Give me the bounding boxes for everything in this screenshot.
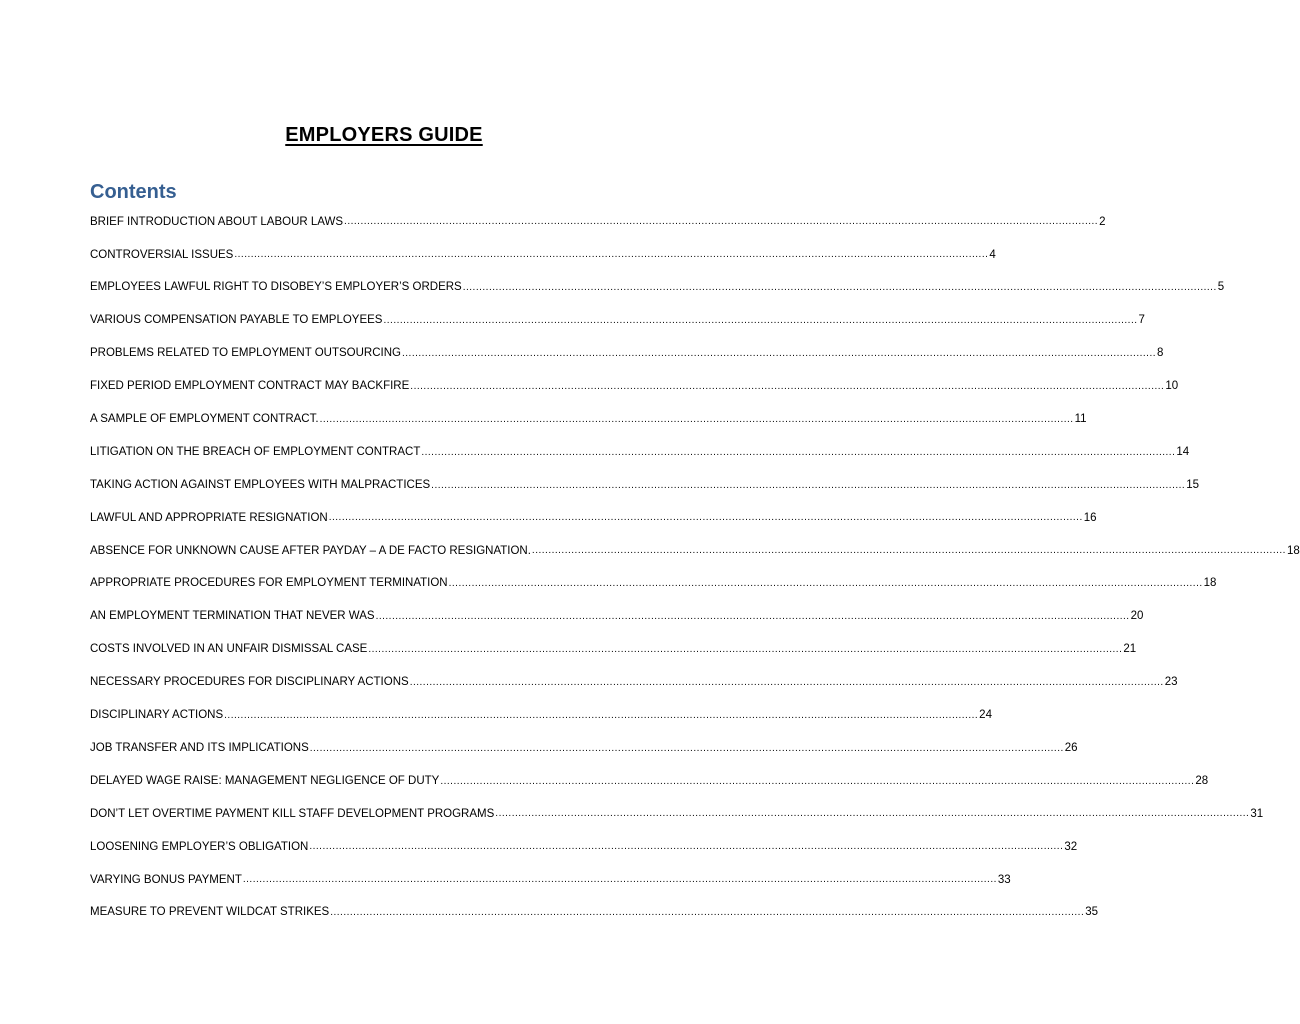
toc-entry-label: CONTROVERSIAL ISSUES	[90, 248, 234, 261]
toc-dot-leader	[449, 579, 1203, 589]
toc-entry[interactable]	[90, 765, 1209, 798]
toc-entry-label: PROBLEMS RELATED TO EMPLOYMENT OUTSOURCING	[90, 347, 401, 360]
toc-entry-label: ABSENCE FOR UNKNOWN CAUSE AFTER PAYDAY – A DE FACTO RESIGNATION.	[90, 544, 531, 557]
toc-entry-label: TAKING ACTION AGAINST EMPLOYEES WITH MALPRACTICES	[90, 478, 431, 491]
toc-entry[interactable]	[90, 239, 996, 272]
toc-entry-page-number: 18	[1286, 544, 1300, 557]
toc-dot-leader	[383, 316, 1137, 326]
toc-entry[interactable]	[90, 272, 1225, 305]
toc-entry[interactable]	[90, 403, 1087, 436]
toc-dot-leader	[410, 678, 1164, 688]
toc-entry[interactable]	[90, 897, 1099, 930]
toc-entry-label: EMPLOYEES LAWFUL RIGHT TO DISOBEY’S EMPLOYER’S ORDERS	[90, 281, 462, 294]
toc-entry-label: LAWFUL AND APPROPRIATE RESIGNATION	[90, 511, 328, 524]
toc-entry[interactable]	[90, 568, 1217, 601]
toc-entry-label: AN EMPLOYMENT TERMINATION THAT NEVER WAS	[90, 610, 375, 623]
toc-entry-page-number: 4	[989, 248, 996, 261]
toc-dot-leader	[495, 809, 1249, 819]
toc-entry-label: VARIOUS COMPENSATION PAYABLE TO EMPLOYEES	[90, 314, 383, 327]
toc-entry[interactable]	[90, 831, 1078, 864]
toc-dot-leader	[368, 645, 1122, 655]
toc-dot-leader	[329, 513, 1083, 523]
toc-dot-leader	[532, 546, 1286, 556]
toc-entry-page-number: 2	[1099, 215, 1106, 228]
toc-entry-label: BRIEF INTRODUCTION ABOUT LABOUR LAWS	[90, 215, 344, 228]
toc-entry-page-number: 24	[979, 709, 992, 722]
toc-dot-leader	[463, 283, 1217, 293]
toc-dot-leader	[224, 711, 978, 721]
toc-entry-page-number: 18	[1203, 577, 1217, 590]
toc-entry[interactable]	[90, 436, 1190, 469]
toc-dot-leader	[330, 908, 1084, 918]
toc-entry[interactable]	[90, 666, 1178, 699]
toc-entry-page-number: 23	[1164, 676, 1178, 689]
toc-entry-page-number: 15	[1186, 478, 1199, 491]
toc-entry-label: A SAMPLE OF EMPLOYMENT CONTRACT.	[90, 413, 319, 426]
toc-entry[interactable]	[90, 370, 1179, 403]
toc-entry[interactable]	[90, 634, 1137, 667]
toc-entry[interactable]	[90, 305, 1145, 338]
toc-entry[interactable]	[90, 502, 1097, 535]
toc-entry-page-number: 5	[1217, 281, 1225, 294]
toc-entry-page-number: 14	[1176, 445, 1190, 458]
toc-entry-page-number: 7	[1138, 314, 1145, 327]
toc-entry-page-number: 20	[1130, 610, 1144, 623]
toc-dot-leader	[410, 382, 1164, 392]
toc-entry-page-number: 21	[1123, 643, 1137, 656]
toc-dot-leader	[376, 612, 1130, 622]
toc-entry-label: NECESSARY PROCEDURES FOR DISCIPLINARY ACTIONS	[90, 676, 409, 689]
toc-dot-leader	[421, 448, 1175, 458]
toc-entry-label: APPROPRIATE PROCEDURES FOR EMPLOYMENT TERMINATION	[90, 577, 448, 590]
toc-dot-leader	[431, 481, 1185, 491]
toc-entry-page-number: 16	[1083, 511, 1097, 524]
contents-heading: Contents	[90, 181, 177, 203]
toc-entry-page-number: 10	[1165, 380, 1179, 393]
table-of-contents	[90, 206, 1300, 930]
toc-entry-page-number: 35	[1085, 906, 1099, 919]
toc-entry[interactable]	[90, 535, 1300, 568]
toc-entry[interactable]	[90, 732, 1078, 765]
toc-entry-page-number: 32	[1064, 840, 1078, 853]
toc-entry[interactable]	[90, 699, 992, 732]
toc-entry-label: LOOSENING EMPLOYER’S OBLIGATION	[90, 840, 309, 853]
toc-entry-label: VARYING BONUS PAYMENT	[90, 873, 242, 886]
toc-entry[interactable]	[90, 338, 1164, 371]
toc-entry-page-number: 8	[1157, 347, 1164, 360]
toc-entry-page-number: 33	[997, 873, 1011, 886]
toc-entry-page-number: 28	[1195, 774, 1209, 787]
toc-entry-label: JOB TRANSFER AND ITS IMPLICATIONS	[90, 741, 309, 754]
toc-entry-label: LITIGATION ON THE BREACH OF EMPLOYMENT CONTRACT	[90, 445, 421, 458]
toc-dot-leader	[440, 777, 1194, 787]
toc-entry-page-number: 31	[1250, 807, 1264, 820]
toc-dot-leader	[234, 250, 988, 260]
toc-entry-label: MEASURE TO PREVENT WILDCAT STRIKES	[90, 906, 330, 919]
toc-entry-label: DON’T LET OVERTIME PAYMENT KILL STAFF DEVELOPMENT PROGRAMS	[90, 807, 495, 820]
toc-entry[interactable]	[90, 206, 1106, 239]
toc-entry-label: DISCIPLINARY ACTIONS	[90, 709, 224, 722]
toc-dot-leader	[309, 842, 1063, 852]
toc-entry-page-number: 11	[1074, 413, 1087, 426]
toc-entry-label: FIXED PERIOD EMPLOYMENT CONTRACT MAY BACKFIRE	[90, 380, 410, 393]
toc-entry-label: DELAYED WAGE RAISE: MANAGEMENT NEGLIGENCE OF DUTY	[90, 774, 440, 787]
document-title: EMPLOYERS GUIDE	[285, 124, 483, 146]
toc-entry-page-number: 26	[1064, 741, 1078, 754]
toc-entry[interactable]	[90, 864, 1011, 897]
toc-entry-label: COSTS INVOLVED IN AN UNFAIR DISMISSAL CASE	[90, 643, 368, 656]
toc-entry[interactable]	[90, 469, 1199, 502]
toc-entry[interactable]	[90, 798, 1264, 831]
toc-dot-leader	[402, 349, 1156, 359]
toc-entry[interactable]	[90, 601, 1144, 634]
toc-dot-leader	[243, 875, 997, 885]
toc-dot-leader	[320, 415, 1074, 425]
toc-dot-leader	[344, 217, 1098, 227]
toc-dot-leader	[310, 744, 1064, 754]
